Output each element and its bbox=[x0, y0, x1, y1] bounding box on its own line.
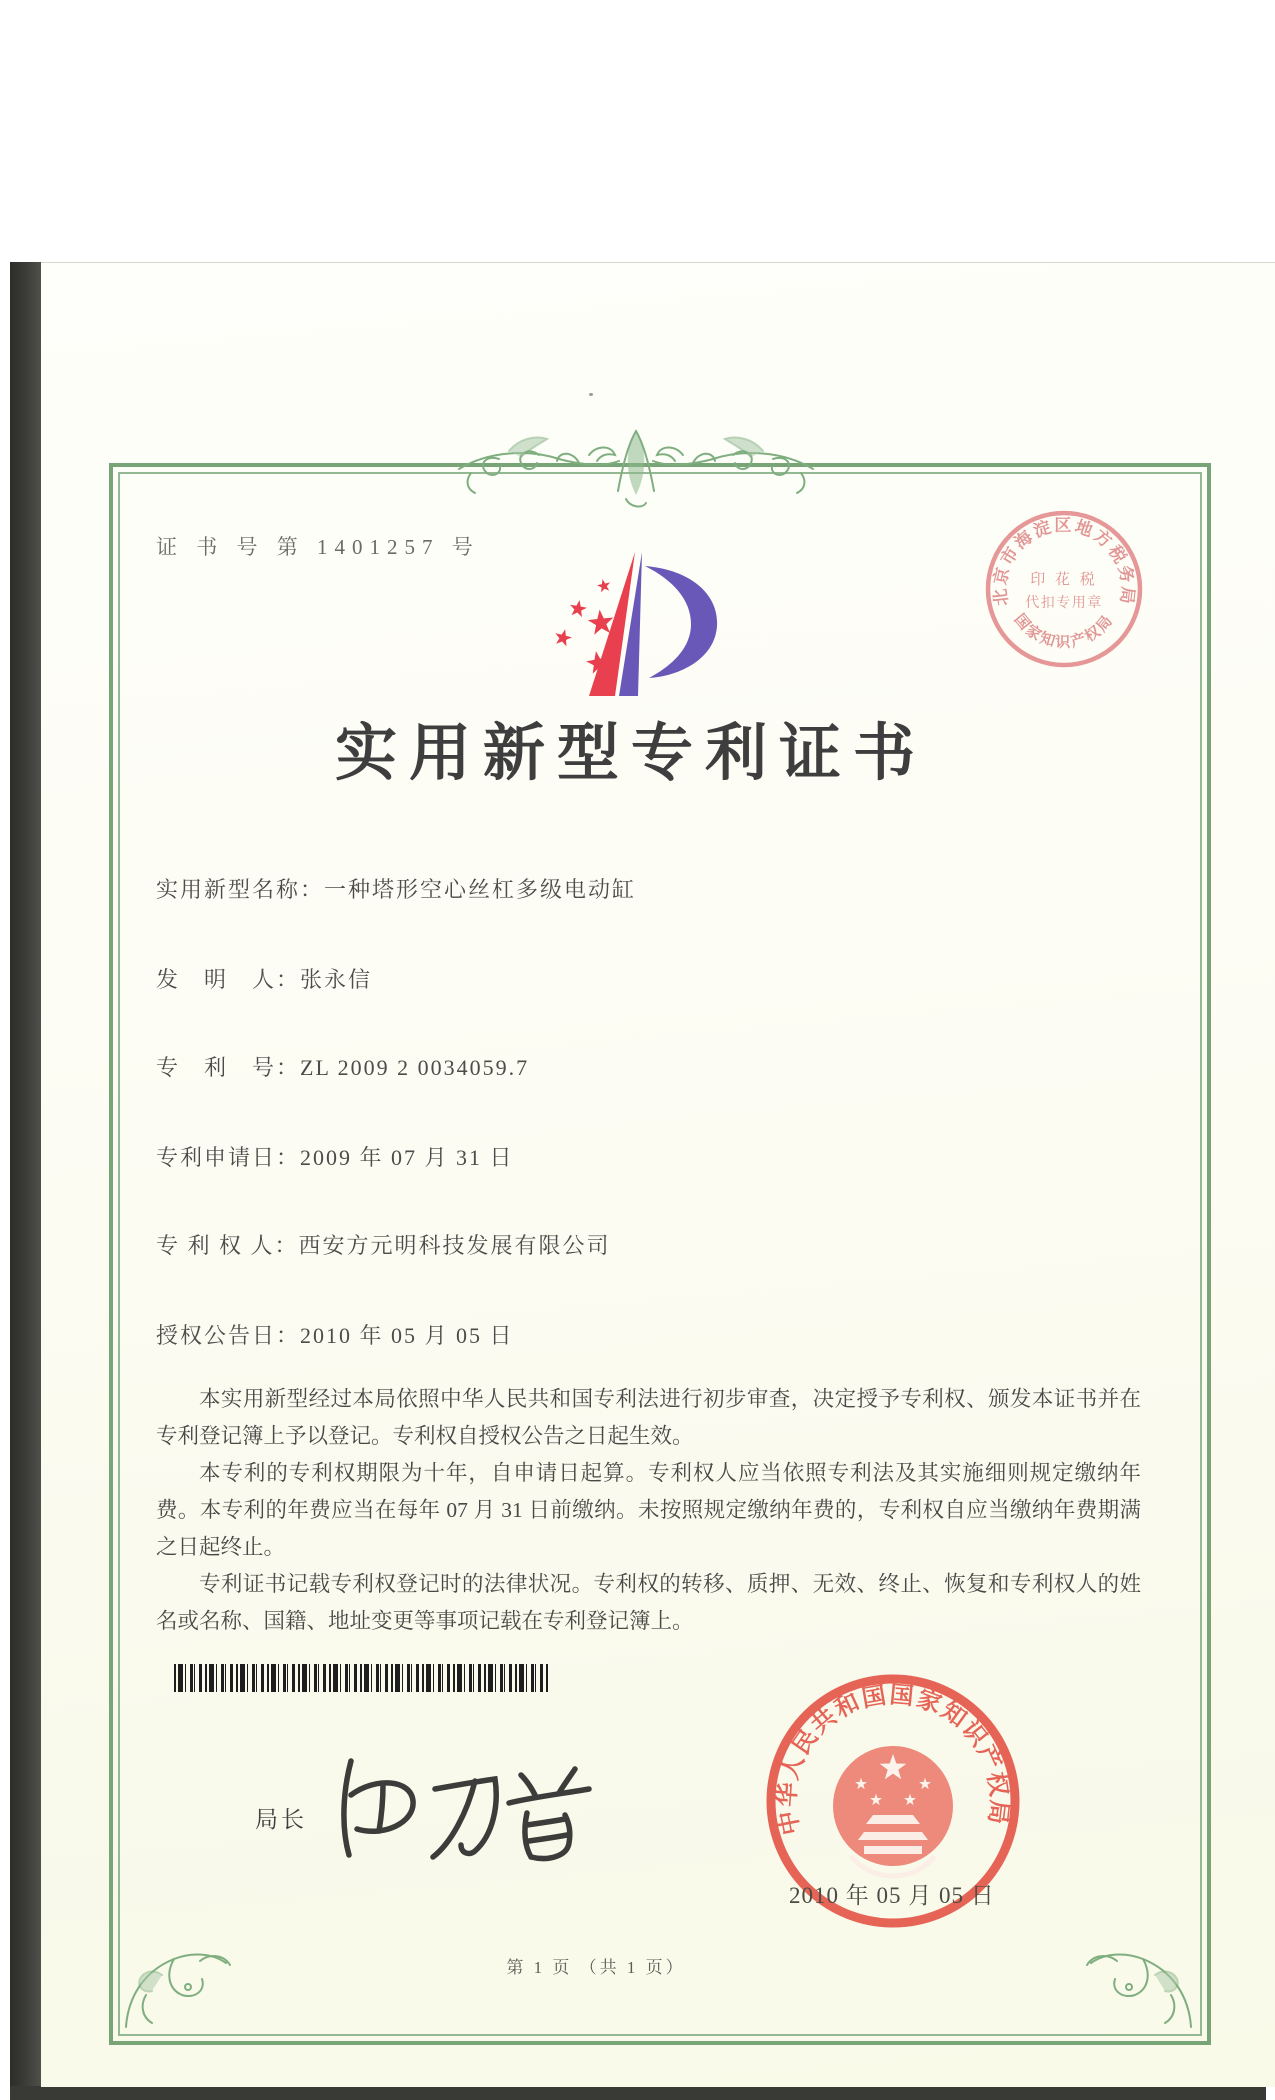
field-value: 2010 年 05 月 05 日 bbox=[300, 1323, 514, 1348]
page-indicator: 第 1 页 （共 1 页） bbox=[506, 1958, 686, 1977]
scanner-edge-bottom bbox=[10, 2086, 1266, 2100]
field-label: 专 利 号： bbox=[156, 1055, 301, 1080]
scan-speck bbox=[589, 393, 593, 396]
svg-text:北京市海淀区地方税务局 bbox=[990, 516, 1139, 607]
national-emblem-icon bbox=[833, 1746, 953, 1876]
tax-stamp-ring-top-text: 北京市海淀区地方税务局 bbox=[990, 515, 1138, 608]
field-patent-number bbox=[156, 1051, 529, 1082]
legal-body-text bbox=[156, 1381, 1141, 1640]
cnipa-logo-icon bbox=[541, 544, 751, 704]
field-value: 一种塔形空心丝杠多级电动缸 bbox=[324, 877, 637, 902]
field-label: 授权公告日： bbox=[156, 1323, 301, 1348]
svg-text:国家知识产权局 bbox=[1011, 610, 1118, 651]
field-value: 张永信 bbox=[300, 967, 373, 992]
field-patentee bbox=[156, 1229, 611, 1260]
certificate-title: 实用新型专利证书 bbox=[334, 720, 927, 788]
official-seal-ring-text: 中华人民共和国国家知识产权局 bbox=[774, 1682, 1012, 1837]
barcode bbox=[174, 1664, 548, 1692]
field-label: 专利申请日： bbox=[156, 1145, 301, 1170]
field-filing-date bbox=[156, 1141, 514, 1172]
certificate-paper bbox=[41, 262, 1275, 2087]
body-paragraph: 本实用新型经过本局依照中华人民共和国专利法进行初步审查，决定授予专利权、颁发本证书并在专利登记簿上予以登记。专利权自授权公告之日起生效。 bbox=[156, 1387, 1141, 1448]
tax-stamp-ring-bottom-text: 国家知识产权局 bbox=[1010, 611, 1118, 652]
field-label: 发 明 人： bbox=[156, 967, 301, 992]
field-value: 西安方元明科技发展有限公司 bbox=[298, 1233, 611, 1258]
tax-stamp-center-line2: 代扣专用章 bbox=[1025, 596, 1103, 611]
issue-date: 2010 年 05 月 05 日 bbox=[789, 1883, 995, 1908]
field-label: 专 利 权 人： bbox=[156, 1233, 299, 1258]
field-utility-model-name bbox=[156, 873, 636, 904]
field-grant-date bbox=[156, 1319, 514, 1350]
field-value: 2009 年 07 月 31 日 bbox=[300, 1145, 514, 1170]
field-label: 实用新型名称： bbox=[156, 877, 325, 902]
field-value: ZL 2009 2 0034059.7 bbox=[300, 1055, 530, 1080]
tax-stamp bbox=[979, 504, 1149, 674]
certificate-number: 证 书 号 第 1401257 号 bbox=[156, 535, 480, 559]
tax-stamp-center-line1: 印 花 税 bbox=[1030, 572, 1098, 588]
body-paragraph: 本专利的专利权期限为十年，自申请日起算。专利权人应当依照专利法及其实施细则规定缴纳年费。本专利的年费应当在每年 07 月 31 日前缴纳。未按照规定缴纳年费的，专利权自应当缴纳年费期满之日起终止。 bbox=[156, 1461, 1141, 1559]
scanner-edge-left bbox=[10, 262, 41, 2100]
director-label: 局长 bbox=[255, 1807, 307, 1832]
director-signature bbox=[323, 1751, 623, 1871]
body-paragraph: 专利证书记载专利权登记时的法律状况。专利权的转移、质押、无效、终止、恢复和专利权人的姓名或名称、国籍、地址变更等事项记载在专利登记簿上。 bbox=[156, 1572, 1141, 1633]
field-inventor bbox=[156, 963, 372, 994]
